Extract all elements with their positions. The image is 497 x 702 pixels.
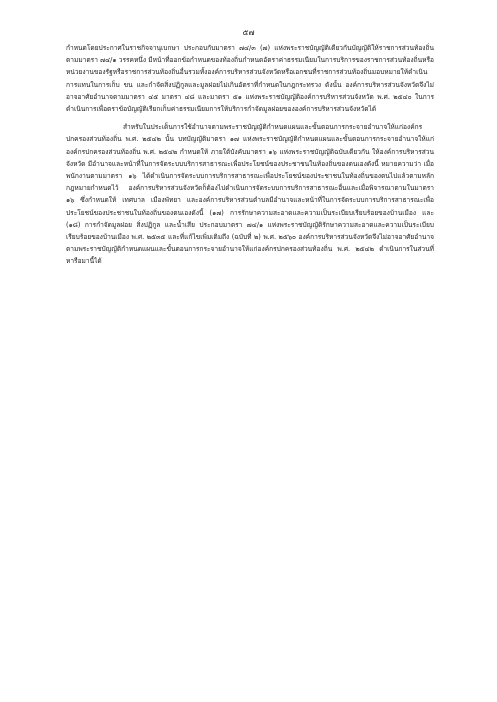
page-number: ๕๗ [242, 28, 255, 37]
document-body [66, 42, 434, 268]
paragraph-2: สำหรับในประเด็นการใช้อำนาจตามพระราชบัญญัติกำหนดแผนและขั้นตอนการกระจายอำนาจให้แก่องค์กรปกครองส่วนท้องถิ่น พ.ศ. ๒๕๔๒ นั้น บทบัญญัติมาตรา ๑๗ แห่งพระราชบัญญัติกำหนดแผนและขั้นตอนการกระจายอำนาจให้แก่องค์กรปกครองส่วนท้องถิ่น พ.ศ. ๒๕๔๒ กำหนดให้ ภายใต้บังคับมาตรา ๑๖ แห่งพระราชบัญญัติฉบับเดียวกัน ให้องค์การบริหารส่วนจังหวัด มีอำนาจและหน้าที่ในการจัดระบบบริการสาธารณะเพื่อประโยชน์ของประชาชนในท้องถิ่นของตนเองดังนี้ หมายความว่า เมื่อพนักงานตามมาตรา ๑๖ ได้ดำเนินการจัดระบบการบริการสาธารณะเพื่อประโยชน์ของประชาชนในท้องถิ่นของตนไปแล้วตามหลักกฎหมายกำหนดไว้ องค์การบริหารส่วนจังหวัดก็ต้องไปดำเนินการจัดระบบการบริการสาธารณะอื่นและเมื่อพิจารณาตามในมาตรา ๑๖ ซึ่งกำหนดให้ เทศบาล เมืองพัทยา และองค์การบริหารส่วนตำบลมีอำนาจและหน้าที่ในการจัดระบบการบริการสาธารณะเพื่อประโยชน์ของประชาชนในท้องถิ่นของตนเองดังนี้ (๑๗) การรักษาความสะอาดและความเป็นระเบียบเรียบร้อยของบ้านเมือง และ (๑๘) การกำจัดมูลฝอย สิ่งปฏิกูล และน้ำเสีย ประกอบมาตรา ๗๔/๑ แห่งพระราชบัญญัติรักษาความสะอาดและความเป็นระเบียบเรียบร้อยของบ้านเมือง พ.ศ. ๒๕๓๕ และที่แก้ไขเพิ่มเติมถึง (ฉบับที่ ๒) พ.ศ. ๒๕๖๐ องค์การบริหารส่วนจังหวัดจึงไม่อาจอาศัยอำนาจตามพระราชบัญญัติกำหนดแผนและขั้นตอนการกระจายอำนาจให้แก่องค์กรปกครองส่วนท้องถิ่น พ.ศ. ๒๕๔๒ ดำเนินการในส่วนที่หารือมานี้ได้ [66, 123, 434, 266]
paragraph-1: กำหนดโดยประกาศในราชกิจจานุเบกษา ประกอบกับมาตรา ๗๔/๓ (๗) แห่งพระราชบัญญัติเดียวกันบัญญัติให้ราชการส่วนท้องถิ่นตามมาตรา ๗๔/๑ วรรคหนึ่ง มีหน้าที่ออกข้อกำหนดของท้องถิ่นกำหนดอัตราค่าธรรมเนียมในการบริการของราชการส่วนท้องถิ่นหรือหน่วยงานของรัฐหรือราชการส่วนท้องถิ่นอื่นรวมทั้งองค์การบริหารส่วนจังหวัดหรือเอกชนที่ราชการส่วนท้องถิ่นมอบหมายให้ดำเนินการแทนในการเก็บ ขน และกำจัดสิ่งปฏิกูลและมูลฝอยไม่เกินอัตราที่กำหนดในกฎกระทรวง ดังนั้น องค์การบริหารส่วนจังหวัดจึงไม่อาจอาศัยอำนาจตามมาตรา ๔๕ มาตรา ๔๘ และมาตรา ๕๑ แห่งพระราชบัญญัติองค์การบริหารส่วนจังหวัด พ.ศ. ๒๕๔๐ ในการดำเนินการเพื่อตราข้อบัญญัติเรียกเก็บค่าธรรมเนียมการให้บริการกำจัดมูลฝอยขององค์การบริหารส่วนจังหวัดได้ [66, 44, 434, 114]
